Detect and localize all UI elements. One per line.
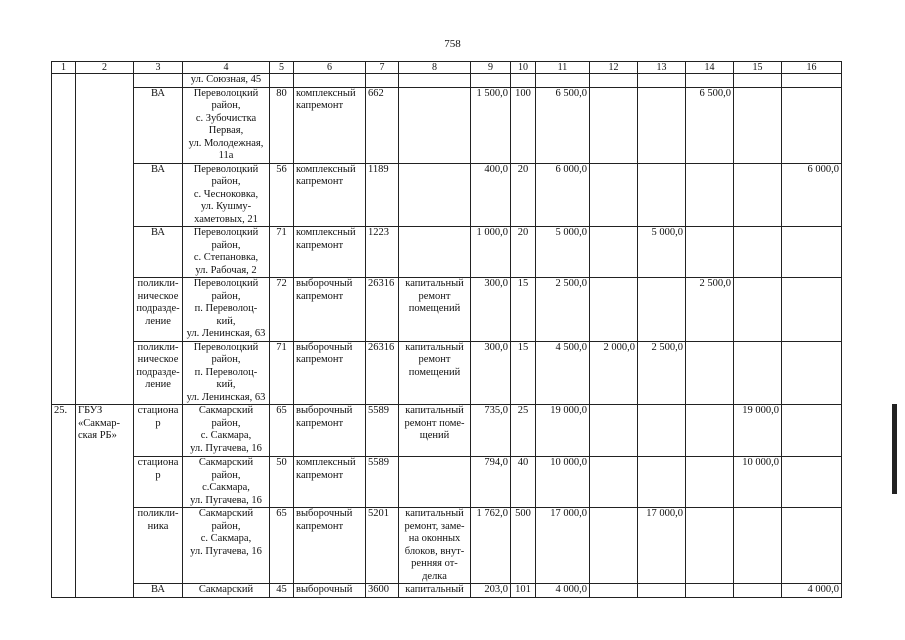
col-header: 16 <box>782 62 842 74</box>
cell-c3: ВА <box>134 584 183 598</box>
cell-c15: 10 000,0 <box>734 457 782 508</box>
cell-c16: 6 000,0 <box>782 163 842 227</box>
cell-c6: выборочный капремонт <box>294 341 366 405</box>
cell-c4: Переволоцкий район, с. Чесноковка, ул. Кушму- хаметовых, 21 <box>183 163 270 227</box>
cell-c10: 25 <box>511 405 536 457</box>
cell-c10: 500 <box>511 508 536 584</box>
col-header: 10 <box>511 62 536 74</box>
cell-c6: комплексный капремонт <box>294 163 366 227</box>
cell-c12: 2 000,0 <box>590 341 638 405</box>
cell-num <box>52 74 76 405</box>
col-header: 15 <box>734 62 782 74</box>
cell-c15 <box>734 584 782 598</box>
cell-c4: Сакмарский район, с.Сакмара, ул. Пугачева, 16 <box>183 457 270 508</box>
cell-address: ул. Союзная, 45 <box>183 74 270 88</box>
cell-c16 <box>782 87 842 163</box>
table-row <box>52 457 842 508</box>
cell-c11: 5 000,0 <box>536 227 590 278</box>
cell-c8 <box>399 163 471 227</box>
cell-c5: 65 <box>270 508 294 584</box>
cell-org <box>76 74 134 405</box>
cell-c3: поликли- ническое подразде- ление <box>134 341 183 405</box>
cell-c8: капитальный ремонт помещений <box>399 341 471 405</box>
cell-c14 <box>686 227 734 278</box>
cell-c7: 1223 <box>366 227 399 278</box>
cell-c16 <box>782 278 842 342</box>
cell-c6: выборочный капремонт <box>294 508 366 584</box>
cell-c15 <box>734 278 782 342</box>
cell-c7: 5201 <box>366 508 399 584</box>
page-number: 758 <box>444 38 461 50</box>
col-header: 8 <box>399 62 471 74</box>
cell-c16 <box>782 227 842 278</box>
cell-c16: 4 000,0 <box>782 584 842 598</box>
cell-c13: 17 000,0 <box>638 508 686 584</box>
col-header: 1 <box>52 62 76 74</box>
cell-c12 <box>590 457 638 508</box>
cell-c14 <box>686 163 734 227</box>
cell-c5: 65 <box>270 405 294 457</box>
cell-c9: 400,0 <box>471 163 511 227</box>
cell-c7: 3600 <box>366 584 399 598</box>
cell-c12 <box>590 405 638 457</box>
col-header: 6 <box>294 62 366 74</box>
cell-c5: 56 <box>270 163 294 227</box>
cell-c7: 1189 <box>366 163 399 227</box>
cell-c8: капитальный ремонт, заме- на оконных блоков, внут- ренняя от- делка <box>399 508 471 584</box>
cell-c6: выборочный <box>294 584 366 598</box>
cell-c11: 17 000,0 <box>536 508 590 584</box>
cell-c8: капитальный ремонт помещений <box>399 278 471 342</box>
cell-c13: 2 500,0 <box>638 341 686 405</box>
cell-c12 <box>590 227 638 278</box>
cell-c12 <box>590 163 638 227</box>
cell-c16 <box>782 405 842 457</box>
table-row <box>52 584 842 598</box>
cell-c7: 662 <box>366 87 399 163</box>
cell-c9: 300,0 <box>471 278 511 342</box>
table-row <box>52 341 842 405</box>
cell-c16 <box>782 508 842 584</box>
cell-c4: Сакмарский район, с. Сакмара, ул. Пугачева, 16 <box>183 508 270 584</box>
cell-c15 <box>734 508 782 584</box>
cell-c10: 15 <box>511 341 536 405</box>
cell-c10: 15 <box>511 278 536 342</box>
cell-c9: 794,0 <box>471 457 511 508</box>
col-header: 9 <box>471 62 511 74</box>
cell-c6: комплексный капремонт <box>294 87 366 163</box>
cell-c10: 20 <box>511 163 536 227</box>
table-row <box>52 278 842 342</box>
cell-c5: 71 <box>270 341 294 405</box>
cell-num: 25. <box>52 405 76 598</box>
data-table <box>51 61 842 598</box>
cell-c10: 101 <box>511 584 536 598</box>
cell-c3: ВА <box>134 227 183 278</box>
cell-c7: 5589 <box>366 457 399 508</box>
cell-c12 <box>590 87 638 163</box>
col-header: 4 <box>183 62 270 74</box>
cell-c10: 100 <box>511 87 536 163</box>
cell-c3: поликли- ническое подразде- ление <box>134 278 183 342</box>
cell-c13 <box>638 405 686 457</box>
cell-c9: 735,0 <box>471 405 511 457</box>
cell-c10: 20 <box>511 227 536 278</box>
cell-c15 <box>734 163 782 227</box>
cell-c11: 4 000,0 <box>536 584 590 598</box>
cell-c5: 50 <box>270 457 294 508</box>
col-header: 14 <box>686 62 734 74</box>
col-header: 7 <box>366 62 399 74</box>
table-row <box>52 227 842 278</box>
col-header: 3 <box>134 62 183 74</box>
cell-c16 <box>782 341 842 405</box>
cell-c4: Переволоцкий район, п. Переволоц- кий, ул. Ленинская, 63 <box>183 278 270 342</box>
cell-c14: 2 500,0 <box>686 278 734 342</box>
cell-c6: комплексный капремонт <box>294 457 366 508</box>
cell-c5: 71 <box>270 227 294 278</box>
cell-c3: стационар <box>134 457 183 508</box>
cell-c15 <box>734 87 782 163</box>
cell-c7: 5589 <box>366 405 399 457</box>
cell-c5: 72 <box>270 278 294 342</box>
cell-c14 <box>686 457 734 508</box>
col-header: 5 <box>270 62 294 74</box>
cell-c8 <box>399 227 471 278</box>
cell-c7: 26316 <box>366 341 399 405</box>
table-row <box>52 87 842 163</box>
cell-c11: 19 000,0 <box>536 405 590 457</box>
cell-c11: 10 000,0 <box>536 457 590 508</box>
cell-c15: 19 000,0 <box>734 405 782 457</box>
cell-c6: выборочный капремонт <box>294 405 366 457</box>
cell-c8 <box>399 457 471 508</box>
cell-c14: 6 500,0 <box>686 87 734 163</box>
cell-c9: 1 762,0 <box>471 508 511 584</box>
cell-c6: комплексный капремонт <box>294 227 366 278</box>
cell-c12 <box>590 508 638 584</box>
cell-c11: 4 500,0 <box>536 341 590 405</box>
cell-c8: капитальный ремонт поме- щений <box>399 405 471 457</box>
cell-c13: 5 000,0 <box>638 227 686 278</box>
cell-c5: 45 <box>270 584 294 598</box>
cell-org: ГБУЗ «Сакмар- ская РБ» <box>76 405 134 598</box>
cell-c9: 203,0 <box>471 584 511 598</box>
cell-c13 <box>638 457 686 508</box>
cell-c14 <box>686 405 734 457</box>
cell-c11: 6 000,0 <box>536 163 590 227</box>
cell-c9: 1 000,0 <box>471 227 511 278</box>
scan-edge-mark <box>892 404 897 494</box>
cell-c12 <box>590 584 638 598</box>
table-row <box>52 508 842 584</box>
cell-c6: выборочный капремонт <box>294 278 366 342</box>
cell <box>134 74 183 88</box>
cell-c14 <box>686 341 734 405</box>
cell-c10: 40 <box>511 457 536 508</box>
col-header: 2 <box>76 62 134 74</box>
cell-c14 <box>686 508 734 584</box>
cell-c15 <box>734 341 782 405</box>
rows-body <box>52 405 842 598</box>
cell-c14 <box>686 584 734 598</box>
cell-c3: ВА <box>134 163 183 227</box>
col-header: 11 <box>536 62 590 74</box>
cell-c11: 2 500,0 <box>536 278 590 342</box>
cell-c13 <box>638 584 686 598</box>
cell-c3: стационар <box>134 405 183 457</box>
cell-c15 <box>734 227 782 278</box>
cell-c3: поликли- ника <box>134 508 183 584</box>
cell-c13 <box>638 87 686 163</box>
cell-c4: Сакмарский <box>183 584 270 598</box>
cell-c16 <box>782 457 842 508</box>
cell-c7: 26316 <box>366 278 399 342</box>
column-number-row <box>52 62 842 74</box>
cell-c4: Сакмарский район, с. Сакмара, ул. Пугачева, 16 <box>183 405 270 457</box>
continued-row <box>52 74 842 88</box>
cell-c5: 80 <box>270 87 294 163</box>
cell-c11: 6 500,0 <box>536 87 590 163</box>
col-header: 13 <box>638 62 686 74</box>
cell-c3: ВА <box>134 87 183 163</box>
cell-c4: Переволоцкий район, с. Зубочистка Первая, ул. Молодежная, 11а <box>183 87 270 163</box>
col-header: 12 <box>590 62 638 74</box>
cell-c13 <box>638 278 686 342</box>
cell-c4: Переволоцкий район, с. Степановка, ул. Рабочая, 2 <box>183 227 270 278</box>
cell-c12 <box>590 278 638 342</box>
cell-c9: 300,0 <box>471 341 511 405</box>
cell-c8: капитальный <box>399 584 471 598</box>
cell-c8 <box>399 87 471 163</box>
cell-c4: Переволоцкий район, п. Переволоц- кий, ул. Ленинская, 63 <box>183 341 270 405</box>
table-row <box>52 405 842 457</box>
table-row <box>52 163 842 227</box>
cell-c9: 1 500,0 <box>471 87 511 163</box>
cell-c13 <box>638 163 686 227</box>
